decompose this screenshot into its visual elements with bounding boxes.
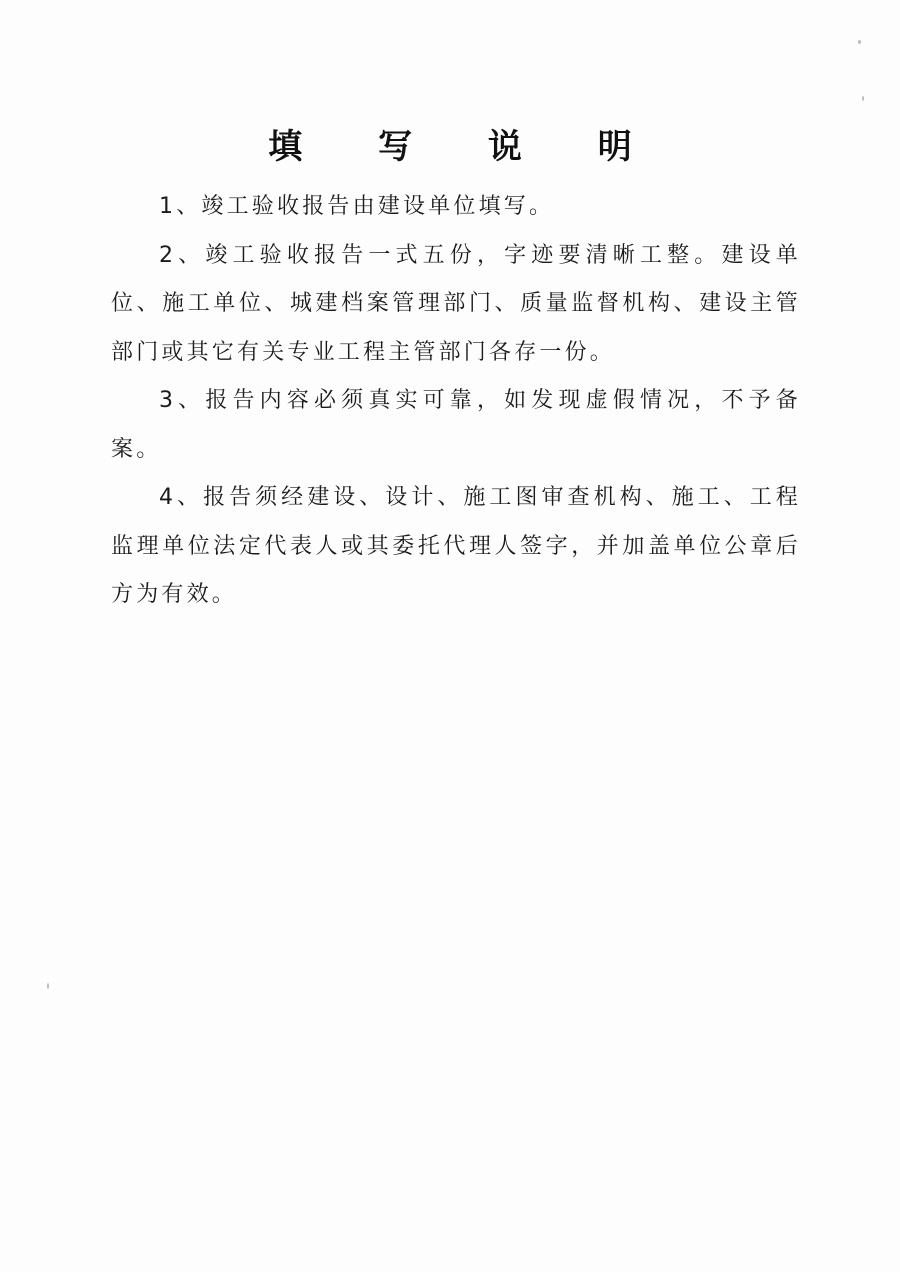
scan-speck [47,983,49,989]
instruction-item-1: 1、竣工验收报告由建设单位填写。 [159,194,555,219]
instruction-item-3: 3、报告内容必须真实可靠，如发现虚假情况，不予备案。 [111,388,801,462]
instruction-item-2: 2、竣工验收报告一式五份，字迹要清晰工整。建设单位、施工单位、城建档案管理部门、质量监督机构、建设主管部门或其它有关专业工程主管部门各存一份。 [111,242,801,365]
instructions-list [111,183,801,620]
instruction-item-4: 4、报告须经建设、设计、施工图审查机构、施工、工程监理单位法定代表人或其委托代理人签字，并加盖单位公章后方为有效。 [111,485,801,607]
page-title: 填 写 说 明 [268,127,664,167]
scan-speck [862,96,864,101]
scan-speck [858,40,861,44]
